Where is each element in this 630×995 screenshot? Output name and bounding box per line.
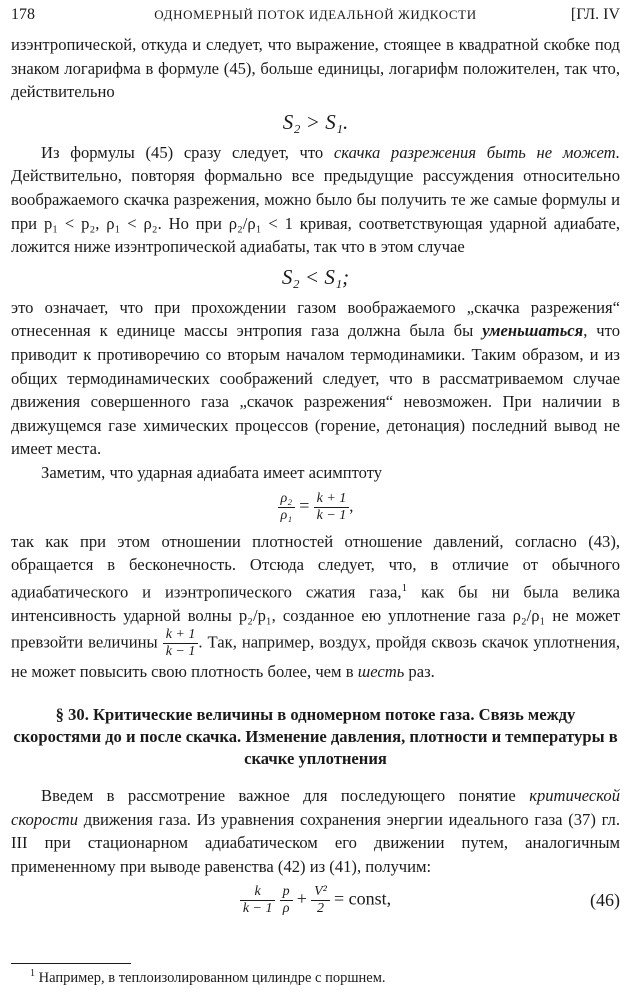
paragraph-5	[11, 530, 620, 685]
paragraph-5-emphasis: шесть	[357, 662, 405, 682]
asymptote-comma: ,	[349, 495, 354, 515]
eq46-fraction-1-denominator: k − 1	[242, 901, 273, 917]
paragraph-5-text-b: как бы ни была велика интенсивность ударной волны p₂/p₁, созданное ею уплотнение газа ρ₂/ρ₁ не может превзойти величины	[11, 582, 620, 652]
equation-s2-less-s1: S₂ < S₁;	[281, 264, 350, 289]
paragraph-3-emphasis: уменьшаться	[482, 321, 584, 341]
eq46-fraction-3-numerator: V²	[311, 884, 330, 901]
footnote-rule	[11, 963, 131, 964]
footnote	[30, 968, 386, 987]
asymptote-lhs-fraction	[278, 491, 296, 524]
paragraph-5-text-c: . Так, например, воздух, пройдя сквозь скачок уплотнения, не может повысить свою плотность более, чем в	[11, 632, 620, 682]
eq46-fraction-3	[311, 884, 330, 917]
eq46-fraction-2-denominator: ρ	[282, 901, 290, 917]
equation-46	[11, 884, 620, 917]
footnote-reference: 1	[401, 581, 408, 594]
asymptote-lhs-denominator: ρ₁	[280, 507, 293, 523]
paragraph-2	[11, 141, 620, 259]
density-limit-fraction	[163, 627, 199, 660]
page-number: 178	[11, 6, 35, 23]
eq46-fraction-3-denominator: 2	[316, 901, 324, 917]
eq46-plus: +	[296, 888, 307, 909]
footnote-mark: 1	[30, 968, 35, 979]
equation-asymptote	[11, 491, 620, 524]
paragraph-6-emphasis: критической скорости	[11, 786, 620, 829]
eq46-fraction-1	[240, 884, 276, 917]
paragraph-3-text-c: , что приводит к противоречию со вторым началом термодинамики. Таким образом, и из общих термодинамических соображений следует, что в рассматриваемом случае движения совершенного газа „скачок разрежения“ невозможен. При наличии в движущемся газе химических процессов (горение, детонация) последний вывод не имеет места.	[11, 321, 620, 459]
footnote-text: Например, в теплоизолированном цилиндре с поршнем.	[35, 969, 386, 986]
asymptote-equals: =	[299, 494, 310, 515]
paragraph-3	[11, 296, 620, 461]
density-limit-numerator: k + 1	[163, 627, 199, 644]
paragraph-6-text-b: движения газа. Из уравнения сохранения энергии идеального газа (37) гл. III при стационарном адиабатическом его движении путем, аналогичным примененному при выводе равенства (42) из (41), получим:	[11, 809, 620, 876]
eq46-fraction-2-numerator: p	[280, 884, 293, 901]
running-title: ОДНОМЕРНЫЙ ПОТОК ИДЕАЛЬНОЙ ЖИДКОСТИ	[154, 7, 477, 22]
eq46-fraction-2	[280, 884, 293, 917]
eq46-fraction-1-numerator: k	[240, 884, 276, 901]
paragraph-3-text-a: это означает, что при прохождении газом воображаемого „скачка разрежения“ отнесенная к единице массы энтропия газа должна была бы	[11, 297, 620, 341]
asymptote-rhs-numerator: k + 1	[314, 491, 350, 508]
paragraph-5-text-a: так как при этом отношении плотностей отношение давлений, согласно (43), обращается в бесконечность. Отсюда следует, что, в отличие от обычного адиабатического и изэнтропического сжатия газа,	[11, 531, 620, 602]
asymptote-lhs-numerator: ρ₂	[278, 491, 296, 508]
paragraph-6-text-a: Введем в рассмотрение важное для последующего понятие	[41, 786, 530, 805]
equation-number: (46)	[590, 890, 620, 911]
density-limit-denominator: k − 1	[165, 644, 196, 660]
paragraph-4: Заметим, что ударная адиабата имеет асимптоту	[41, 462, 383, 482]
paragraph-5-text-d: раз.	[404, 662, 435, 682]
equation-s2-greater-s1: S₂ > S₁.	[282, 109, 349, 134]
section-heading: § 30. Критические величины в одномерном потоке газа. Связь между скоростями до и после скачка. Изменение давления, плотности и температуры в скачке уплотнения	[13, 705, 618, 768]
chapter-label: [ГЛ. IV	[570, 6, 620, 23]
asymptote-rhs-denominator: k − 1	[316, 507, 347, 523]
paragraph-2-text-b: Действительно, повторяя формально все предыдущие рассуждения относительно воображаемого скачка разрежения, можно было бы получить те же самые формулы и при p₁ < p₂, ρ₁ < ρ₂. Но при ρ₂/ρ₁ < 1 кривая, соответствующая ударной адиабате, ложится ниже изэнтропической адиабаты, так что в этом случае	[11, 166, 620, 257]
paragraph-2-text-a: Из формулы (45) сразу следует, что	[41, 142, 334, 162]
paragraph-1: изэнтропической, откуда и следует, что выражение, стоящее в квадратной скобке под знаком логарифма в формуле (45), больше единицы, логарифм положителен, так что, действительно	[11, 35, 620, 102]
paragraph-2-emphasis: скачка разрежения быть не может.	[333, 142, 620, 162]
page-body	[11, 33, 620, 923]
eq46-rhs: = const,	[334, 888, 392, 909]
paragraph-6	[11, 784, 620, 878]
asymptote-rhs-fraction	[314, 491, 350, 524]
running-header	[11, 6, 620, 28]
